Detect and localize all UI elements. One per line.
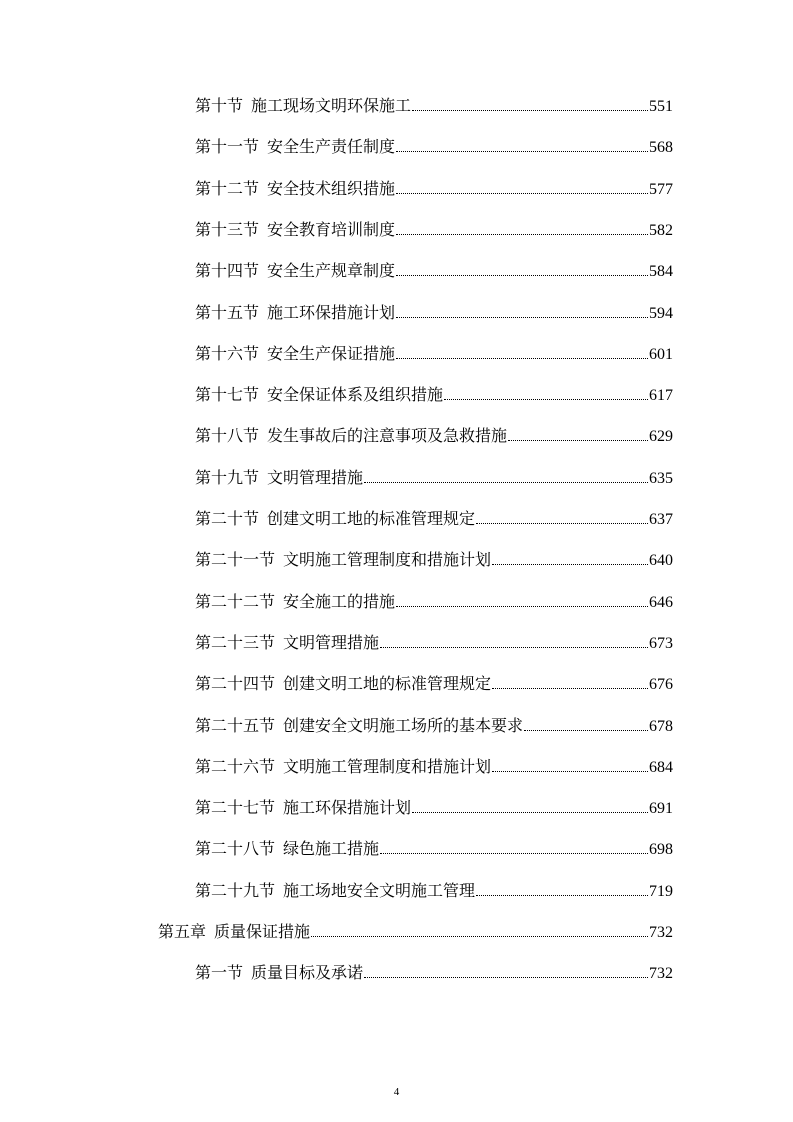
toc-leader-dots bbox=[396, 193, 648, 194]
toc-entry[interactable] bbox=[158, 919, 673, 943]
toc-entry[interactable] bbox=[195, 795, 673, 819]
toc-entry-title: 文明管理措施 bbox=[267, 467, 364, 487]
toc-entry[interactable] bbox=[195, 754, 673, 778]
toc-entry-page: 594 bbox=[649, 304, 673, 322]
toc-entry-page: 617 bbox=[649, 387, 673, 405]
toc-entry-number: 第十节 bbox=[195, 96, 244, 115]
toc-entry-title: 文明管理措施 bbox=[283, 632, 380, 652]
toc-entry-page: 676 bbox=[649, 676, 673, 694]
toc-entry-title: 创建安全文明施工场所的基本要求 bbox=[283, 715, 524, 735]
toc-entry-page: 732 bbox=[649, 965, 673, 983]
toc-entry-number: 第十七节 bbox=[195, 385, 260, 405]
toc-entry[interactable] bbox=[195, 878, 673, 902]
toc-entry-title: 安全施工的措施 bbox=[283, 591, 396, 611]
toc-entry-number: 第二十五节 bbox=[195, 715, 276, 735]
toc-entry[interactable] bbox=[195, 423, 673, 447]
toc-entry-page: 673 bbox=[649, 634, 673, 652]
toc-entry[interactable] bbox=[195, 547, 673, 571]
toc-entry-title: 施工场地安全文明施工管理 bbox=[283, 880, 476, 900]
toc-entry-number: 第二十六节 bbox=[195, 756, 276, 776]
toc-entry-page: 640 bbox=[649, 552, 673, 570]
toc-entry[interactable] bbox=[195, 300, 673, 324]
toc-leader-dots bbox=[476, 895, 648, 896]
page-number: 4 bbox=[393, 1086, 400, 1098]
toc-entry-number: 第一节 bbox=[195, 963, 244, 983]
toc-leader-dots bbox=[524, 730, 648, 731]
toc-entry-page: 577 bbox=[649, 180, 673, 198]
toc-entry[interactable] bbox=[195, 217, 673, 241]
toc-leader-dots bbox=[364, 482, 648, 483]
toc-leader-dots bbox=[396, 606, 648, 607]
toc-entry-number: 第十五节 bbox=[195, 302, 260, 322]
toc-entry[interactable] bbox=[195, 341, 673, 365]
toc-entry-title: 质量目标及承诺 bbox=[251, 963, 364, 983]
toc-leader-dots bbox=[492, 771, 648, 772]
toc-entry-page: 584 bbox=[649, 263, 673, 281]
toc-entry-number: 第十三节 bbox=[195, 219, 260, 239]
toc-entry-number: 第十八节 bbox=[195, 426, 260, 446]
toc-entry[interactable] bbox=[195, 960, 673, 984]
toc-entry-page: 691 bbox=[649, 800, 673, 818]
toc-entry-title: 安全生产规章制度 bbox=[267, 261, 396, 281]
toc-entry-number: 第二十节 bbox=[195, 509, 260, 528]
toc-entry-number: 第二十九节 bbox=[195, 880, 276, 900]
toc-entry-page: 582 bbox=[649, 221, 673, 239]
toc-leader-dots bbox=[364, 977, 648, 978]
toc-leader-dots bbox=[508, 440, 648, 441]
toc-leader-dots bbox=[380, 647, 648, 648]
toc-entry-page: 678 bbox=[649, 717, 673, 735]
toc-entry-title: 安全生产保证措施 bbox=[267, 343, 396, 363]
toc-entry[interactable] bbox=[195, 589, 673, 613]
toc-entry-page: 684 bbox=[649, 758, 673, 776]
toc-entry-number: 第二十四节 bbox=[195, 674, 276, 694]
toc-entry-number: 第十一节 bbox=[195, 137, 260, 157]
toc-entry-title: 创建文明工地的标准管理规定 bbox=[283, 674, 492, 694]
toc-entry-page: 732 bbox=[649, 924, 673, 941]
toc-entry-number: 第十九节 bbox=[195, 467, 260, 487]
toc-leader-dots bbox=[396, 234, 648, 235]
toc-entry[interactable] bbox=[195, 258, 673, 282]
toc-entry-number: 第五章 bbox=[158, 922, 207, 941]
toc-entry[interactable] bbox=[195, 465, 673, 489]
toc-entry-title: 发生事故后的注意事项及急救措施 bbox=[267, 426, 508, 446]
toc-entry-title: 绿色施工措施 bbox=[283, 839, 380, 859]
toc-entry[interactable] bbox=[195, 713, 673, 737]
toc-entry-number: 第二十二节 bbox=[195, 591, 276, 611]
toc-leader-dots bbox=[412, 110, 648, 111]
toc-leader-dots bbox=[444, 399, 648, 400]
toc-entry-page: 719 bbox=[649, 882, 673, 900]
toc-entry-number: 第十二节 bbox=[195, 178, 260, 198]
toc-leader-dots bbox=[396, 358, 648, 359]
toc-entry-page: 551 bbox=[649, 98, 673, 115]
toc-entry-page: 629 bbox=[649, 428, 673, 446]
toc-leader-dots bbox=[492, 564, 648, 565]
toc-entry-number: 第二十八节 bbox=[195, 839, 276, 859]
toc-leader-dots bbox=[412, 812, 648, 813]
toc-entry-title: 安全技术组织措施 bbox=[267, 178, 396, 198]
toc-entry-number: 第二十三节 bbox=[195, 632, 276, 652]
toc-entry-title: 创建文明工地的标准管理规定 bbox=[267, 509, 476, 528]
toc-entry[interactable] bbox=[195, 382, 673, 406]
toc-entry-page: 568 bbox=[649, 139, 673, 157]
toc-leader-dots bbox=[396, 151, 648, 152]
toc-entry-page: 698 bbox=[649, 841, 673, 859]
toc-leader-dots bbox=[396, 317, 648, 318]
toc-leader-dots bbox=[380, 853, 648, 854]
toc-entry-number: 第二十一节 bbox=[195, 550, 276, 570]
toc-entry-title: 安全保证体系及组织措施 bbox=[267, 385, 444, 405]
toc-leader-dots bbox=[396, 275, 648, 276]
toc-entry-title: 质量保证措施 bbox=[214, 922, 311, 941]
toc-entry-page: 635 bbox=[649, 469, 673, 487]
toc-entry-title: 安全生产责任制度 bbox=[267, 137, 396, 157]
toc-leader-dots bbox=[476, 523, 648, 524]
toc-entry[interactable] bbox=[195, 176, 673, 200]
toc-entry-title: 施工环保措施计划 bbox=[267, 302, 396, 322]
toc-entry-title: 安全教育培训制度 bbox=[267, 219, 396, 239]
toc-entry-number: 第十六节 bbox=[195, 343, 260, 363]
toc-leader-dots bbox=[311, 936, 648, 937]
toc-entry-title: 施工现场文明环保施工 bbox=[251, 96, 412, 115]
toc-entry[interactable] bbox=[195, 671, 673, 695]
toc-entry-title: 施工环保措施计划 bbox=[283, 798, 412, 818]
toc-entry[interactable] bbox=[195, 506, 673, 530]
toc-entry-page: 601 bbox=[649, 345, 673, 363]
toc-entry-page: 646 bbox=[649, 593, 673, 611]
toc-entry-title: 文明施工管理制度和措施计划 bbox=[283, 550, 492, 570]
toc-entry[interactable] bbox=[195, 93, 673, 117]
toc-entry[interactable] bbox=[195, 630, 673, 654]
toc-entry-page: 637 bbox=[649, 511, 673, 528]
toc-entry[interactable] bbox=[195, 836, 673, 860]
toc-entry-title: 文明施工管理制度和措施计划 bbox=[283, 756, 492, 776]
toc-leader-dots bbox=[492, 688, 648, 689]
toc-entry-number: 第十四节 bbox=[195, 261, 260, 281]
toc-entry[interactable] bbox=[195, 134, 673, 158]
toc-entry-number: 第二十七节 bbox=[195, 798, 276, 818]
